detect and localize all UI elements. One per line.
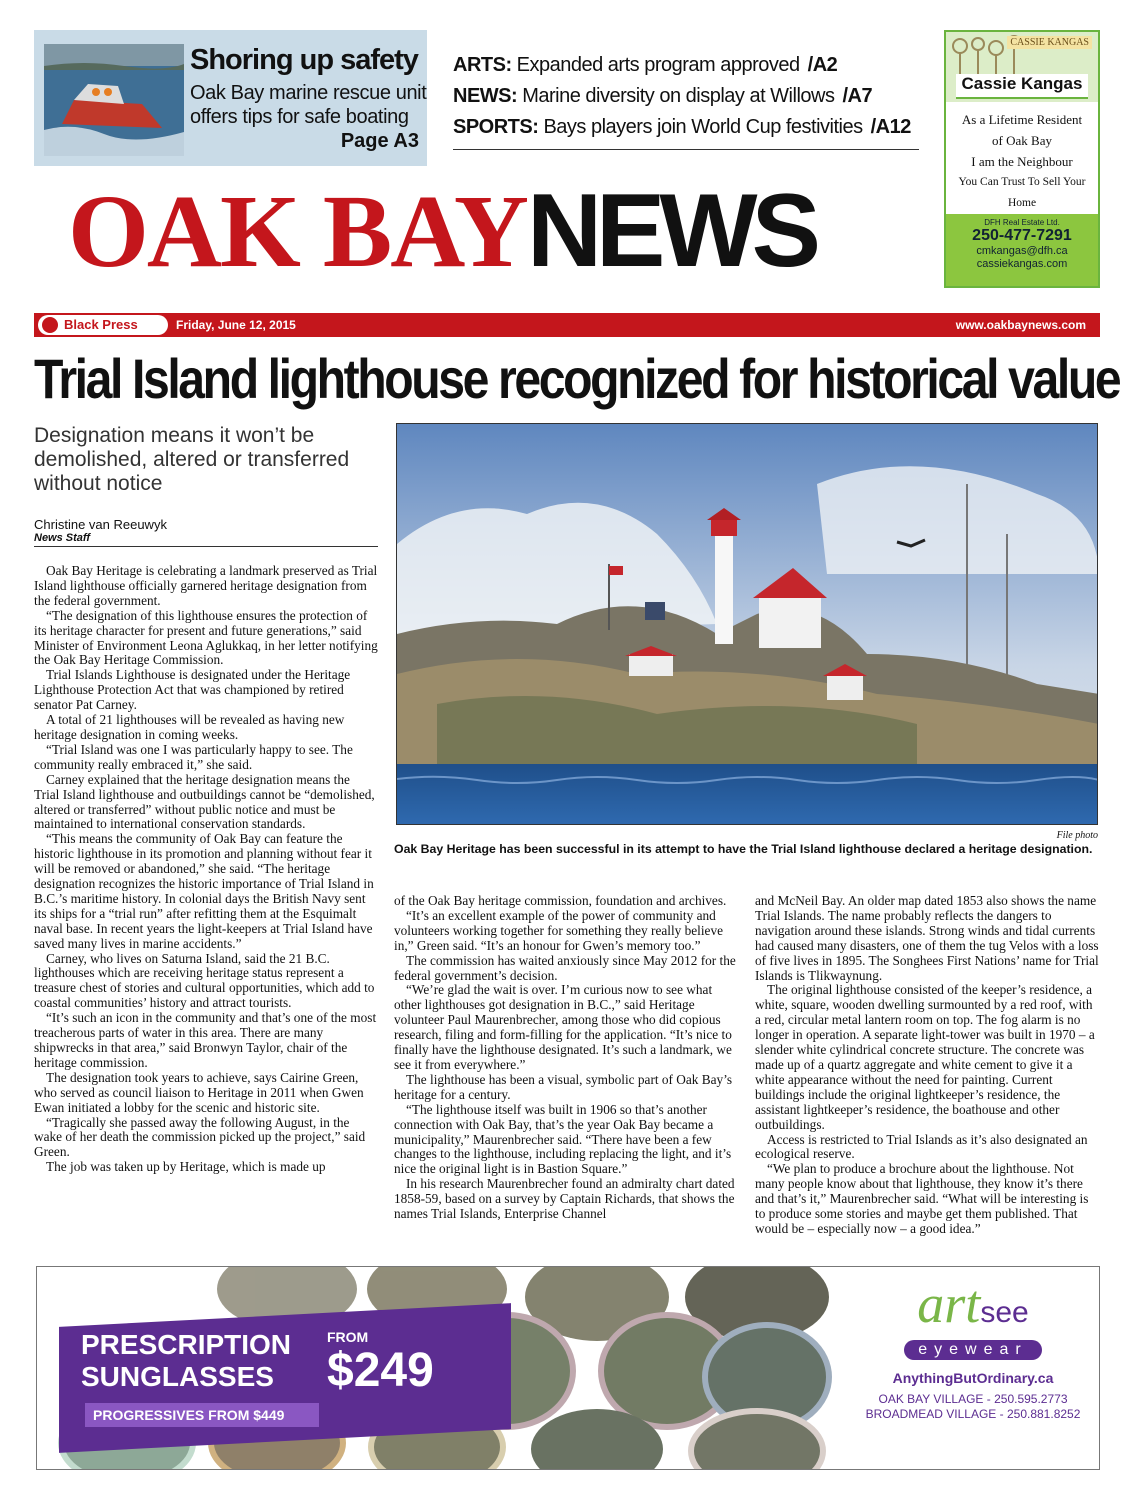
teaser-list [453,50,919,150]
realtor-email[interactable]: cmkangas@dfh.ca [976,245,1068,257]
masthead-logo[interactable] [68,172,815,289]
masthead-news: NEWS [526,173,815,289]
sunglasses-ad[interactable] [36,1266,1100,1470]
article-headline: Trial Island lighthouse recognized for historical value [34,347,1120,410]
lighthouse-photo[interactable] [396,423,1098,825]
teaser-arts[interactable]: ARTS: Expanded arts program approved /A2 [453,54,838,76]
realtor-phone[interactable]: 250-477-7291 [972,227,1072,244]
byline [34,517,378,547]
promo-title: Shoring up safety [190,44,418,76]
promo-box[interactable] [34,30,427,166]
author-role: News Staff [34,532,91,544]
artsee-brand[interactable] [853,1274,1093,1422]
realtor-site[interactable]: cassiekangas.com [976,258,1068,270]
issue-date: Friday, June 12, 2015 [176,318,296,332]
ad-from: FROM [327,1329,369,1345]
dateline-bar [34,313,1100,337]
article-deck: Designation means it won’t be demolished, altered or transferred without notice [34,424,350,495]
photo-caption: Oak Bay Heritage has been successful in its attempt to have the Trial Island lighthouse declared a heritage designation. [394,842,1093,856]
promo-line-1: Oak Bay marine rescue unit [190,82,427,104]
ad-progressives: PROGRESSIVES FROM $449 [85,1403,319,1427]
realtor-pitch: As a Lifetime Resident of Oak Bay I am the Neighbour You Can Trust To Sell Your Home [958,112,1086,209]
realtor-brand-tag: CASSIE KANGAS [1007,36,1092,49]
realtor-ad[interactable] [944,30,1100,288]
author-name: Christine van Reeuwyk [34,517,167,532]
artsee-eyewear-tag: eyewear [904,1340,1041,1360]
realtor-name: Cassie Kangas [956,74,1088,99]
realtor-company: DFH Real Estate Ltd. [984,218,1060,227]
site-url[interactable]: www.oakbaynews.com [955,318,1086,332]
ad-price: $249 [327,1344,434,1397]
masthead-oak-bay: OAK BAY [68,174,527,289]
black-press-logo[interactable]: Black Press [38,315,168,335]
promo-line-2: offers tips for safe boating [190,106,409,128]
teaser-news[interactable]: NEWS: Marine diversity on display at Willows /A7 [453,85,873,107]
artsee-logo: artsee [917,1274,1029,1334]
promo-page-ref: Page A3 [340,130,419,152]
photo-credit: File photo [1056,830,1098,841]
realtor-contact [946,214,1098,286]
article-column-1: Oak Bay Heritage is celebrating a landmark preserved as Trial Island lighthouse officially garnered heritage designation from the federal government. “The designation of this lighthouse ensures the protection of its heritage character for present and future generations,” said Minister of Environment Leona Aglukkaq, in her letter notifying the Oak Bay Heritage Commission. Trial Islands Lighthouse is designated under the Heritage Lighthouse Protection Act that was championed by retired senator Pat Carney. A total of 21 lighthouses will be revealed as having new heritage designation in coming weeks. “Trial Island was one I was particularly happy to see. The community really embraced it,” she said. Carney explained that the heritage designation means the Trial Island lighthouse and outbuildings cannot be “demolished, altered or transferred” without public notice and must be maintained to international conservation standards. “This means the community of Oak Bay can feature the historic lighthouse in its promotion and planning without fear it will be removed or abandoned,” she said. “The heritage designation recognizes the historic importance of Trial Island in B.C.’s maritime history. In colonial days the British Navy sent its ships for a “trial run” after refitting them at the Esquimalt naval base. In recent years the light-keepers at Trial Island have saved many lives in marine accidents.” Carney, who lives on Saturna Island, said the 21 B.C. lighthouses which are receiving heritage status represent a treasure chest of stories and cultural opportunities, which add to coastal communities’ history and attract tourists. “It’s such an icon in the community and that’s one of the most treacherous parts of water in this area. There are many shipwrecks in that area,” said Bronwyn Taylor, chair of the heritage commission. The designation took years to achieve, says Cairine Green, who served as council liaison to Heritage in 2011 when Gwen Ewan initiated a lobby for the scenic and historic site. “Tragically she passed away the following August, in the wake of her death the commission picked up the project,” said Green. The job was taken up by Heritage, which is made up [34,563,378,1175]
article-column-3: and McNeil Bay. An older map dated 1853 also shows the name Trial Islands. The name probably reflects the dangers to navigation around these islands. Strong winds and tidal currents had caused many disasters, one of them the tug Velos with a loss of five lives in 1895. The Songhees First Nations’ name for Trial Islands is Tlikwaynung. The original lighthouse consisted of the keeper’s residence, a white, square, wooden dwelling surmounted by a red roof, with a red, circular metal lantern room on top. The fog alarm is no longer in operation. A separate light-tower was built in 1970 – a slender white cylindrical concrete structure. The concrete was made up of a quartz aggregate and white cement to give it a white appearance without the need for painting. Current buildings include the original lightkeeper’s residence, the assistant lightkeeper’s residence, the boathouse and other outbuildings. Access is restricted to Trial Islands as it’s also designated an ecological reserve. “We plan to produce a brochure about the lighthouse. Not many people know about that lighthouse, they know it’s there and that’s it,” Maurenbrecher said. “What will be interesting is to produce some stories and maybe get them published. That would be – especially now – a good idea.” [755,893,1099,1236]
article-column-2: of the Oak Bay heritage commission, foundation and archives. “It’s an excellent example of the power of community and volunteers working together for something they really believe in,” Green said. “It’s an honour for Gwen’s memory too.” The commission has waited anxiously since May 2012 for the federal government’s decision. “We’re glad the wait is over. I’m curious now to see what other lighthouses got designation in B.C.,” said Heritage volunteer Paul Maurenbrecher, among those who did copious research, filing and form-filling for the application. “It’s nice to finally have the lighthouse designated. It’s such a landmark, we see it from everywhere.” The lighthouse has been a visual, symbolic part of Oak Bay’s heritage for a century. “The lighthouse itself was built in 1906 so that’s another connection with Oak Bay, that’s the year Oak Bay became a municipality,” Maurenbrecher said. “There have been a few changes to the lighthouse, including replacing the light, and it’s nice the original light is in Bastion Square.” In his research Maurenbrecher found an admiralty chart dated 1858-59, based on a survey by Captain Richards, that shows the names Trial Islands, Enterprise Channel [394,893,736,1222]
artsee-url[interactable]: AnythingButOrdinary.ca [892,1370,1054,1386]
ad-headline: PRESCRIPTION SUNGLASSES [81,1329,292,1392]
artsee-locations: OAK BAY VILLAGE - 250.595.2773 BROADMEAD VILLAGE - 250.881.8252 [865,1392,1081,1421]
rescue-boat-photo [44,44,184,156]
teaser-sports[interactable]: SPORTS: Bays players join World Cup festivities /A12 [453,116,911,138]
